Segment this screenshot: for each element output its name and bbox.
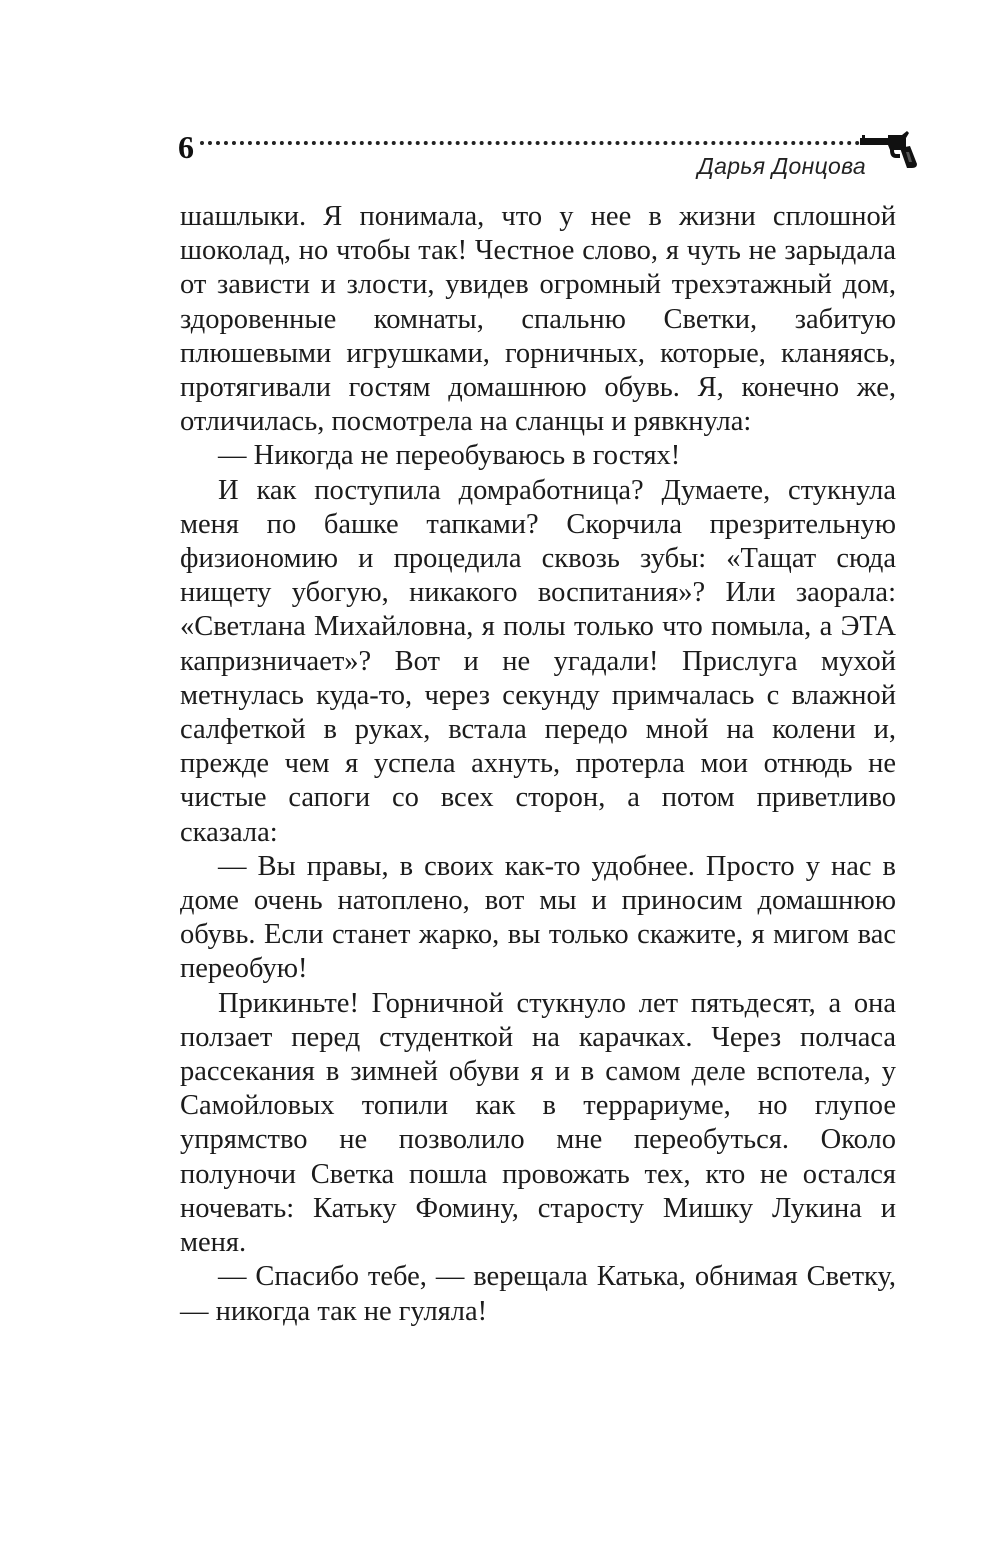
paragraph: Прикиньте! Горничной стукнуло лет пятьдесят, а она ползает перед студенткой на карачках. Через полчаса рассекания в зимней обуви я и в самом деле вспотела, у Самойловых топили как в террариуме, но глупое упрямство не позволило мне переобуться. Около полуночи Светка пошла провожать тех, кто не остался ночевать: Катьку Фомину, старосту Мишку Лукина и меня. bbox=[180, 987, 896, 1259]
author-name: Дарья Донцова bbox=[697, 153, 866, 179]
dotted-rule bbox=[200, 141, 868, 145]
paragraph: — Никогда не переобуваюсь в гостях! bbox=[218, 440, 681, 472]
paragraph: — Вы правы, в своих как-то удобнее. Просто у нас в доме очень натоплено, вот мы и приносим домашнюю обувь. Если станет жарко, вы только скажите, я мигом вас переобую! bbox=[180, 850, 896, 985]
running-head bbox=[178, 128, 918, 188]
body-text bbox=[180, 200, 896, 1329]
paragraph: шашлыки. Я понимала, что у нее в жизни сплошной шоколад, но чтобы так! Честное слово, я чуть не зарыдала от зависти и злости, увидев огромный трехэтажный дом, здоровенные комнаты, спальню Светки, забитую плюшевыми игрушками, горничных, которые, кланяясь, протягивали гостям домашнюю обувь. Я, конечно же, отличилась, посмотрела на сланцы и рявкнула: bbox=[180, 201, 896, 438]
paragraph: — Спасибо тебе, — верещала Катька, обнимая Светку, — никогда так не гуляла! bbox=[180, 1261, 896, 1327]
revolver-icon bbox=[860, 130, 918, 170]
page-number: 6 bbox=[178, 129, 194, 165]
paragraph: И как поступила домработница? Думаете, стукнула меня по башке тапками? Скорчила презрительную физиономию и процедила сквозь зубы: «Тащат сюда нищету убогую, никакого воспитания»? Или заорала: «Светлана Михайловна, я полы только что помыла, а ЭТА капризничает»? Вот и не угадали! Прислуга мухой метнулась куда-то, через секунду примчалась с влажной салфеткой в руках, встала передо мной на колени и, прежде чем я успела ахнуть, протерла мои отнюдь не чистые сапоги со всех сторон, а потом приветливо сказала: bbox=[180, 474, 896, 848]
